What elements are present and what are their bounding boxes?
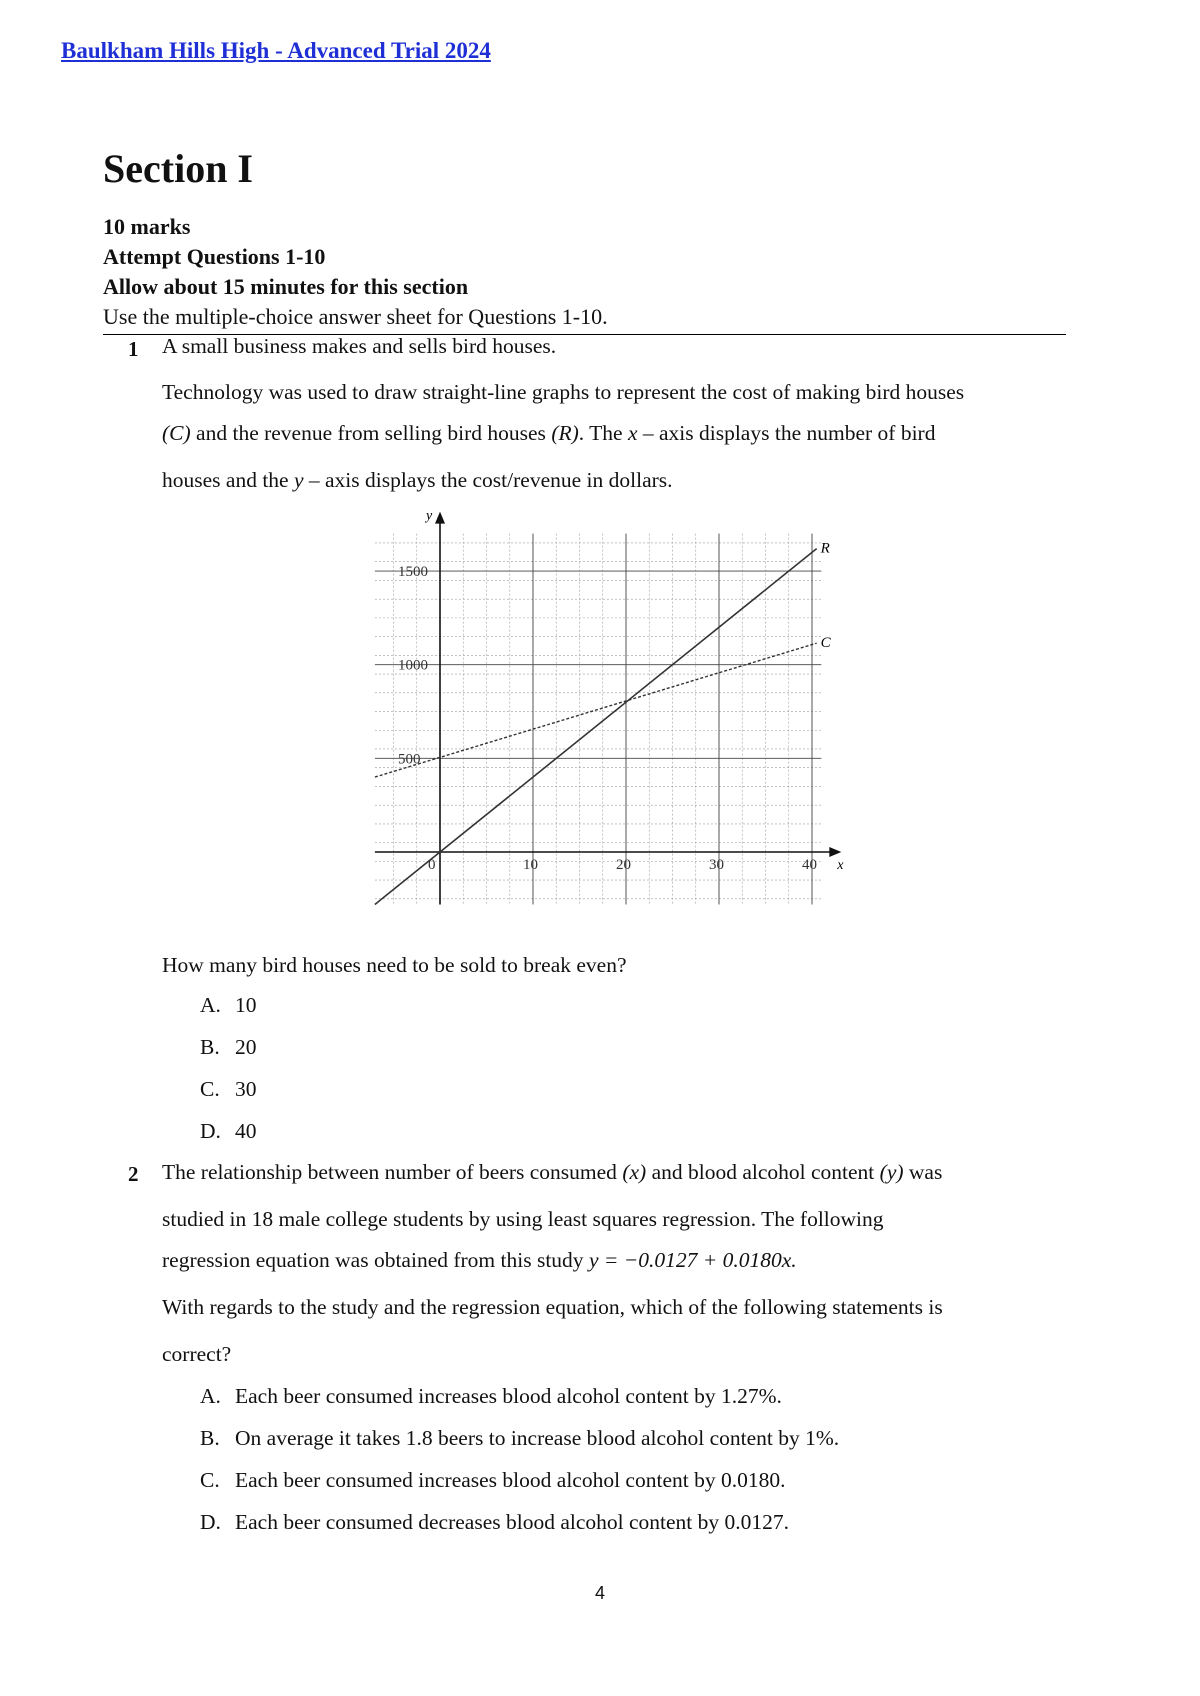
question-1-option-d: D. 40 — [200, 1119, 257, 1143]
y-axis-label: y — [426, 508, 433, 524]
question-2-line2: studied in 18 male college students by using least squares regression. The following — [162, 1207, 884, 1231]
question-2-option-a: A. Each beer consumed increases blood alcohol content by 1.27%. — [200, 1384, 782, 1408]
series-line-c — [375, 643, 817, 777]
question-2-line3: regression equation was obtained from this study y = −0.0127 + 0.0180x. — [162, 1248, 797, 1272]
x-tick-label: 20 — [616, 857, 631, 873]
question-2-prompt-line2: correct? — [162, 1342, 232, 1366]
section-attempt: Attempt Questions 1-10 — [103, 244, 326, 269]
section-instruction: Use the multiple-choice answer sheet for Questions 1-10. — [103, 304, 608, 329]
series-label-r: R — [820, 540, 830, 557]
y-axis-arrow — [435, 512, 445, 524]
question-1-body-line1: Technology was used to draw straight-line graphs to represent the cost of making bird houses — [162, 380, 965, 404]
question-2-option-d: D. Each beer consumed decreases blood alcohol content by 0.0127. — [200, 1510, 790, 1534]
question-2-option-b: B. On average it takes 1.8 beers to increase blood alcohol content by 1%. — [200, 1426, 840, 1450]
x-axis-arrow — [829, 847, 841, 857]
question-2-number: 2 — [128, 1162, 139, 1186]
header-link[interactable]: Baulkham Hills High - Advanced Trial 2024 — [61, 38, 491, 63]
question-1-body-line2: (C) and the revenue from selling bird houses (R). The x – axis displays the number of bird — [162, 421, 936, 445]
series-line-r — [375, 549, 817, 905]
section-title: Section I — [103, 146, 253, 191]
y-tick-label: 1000 — [398, 657, 428, 674]
cost-revenue-chart — [370, 508, 850, 940]
x-tick-label: 0 — [428, 857, 436, 873]
question-2-prompt-line1: With regards to the study and the regression equation, which of the following statements is — [162, 1295, 943, 1319]
y-tick-label: 1500 — [398, 564, 428, 581]
question-1-prompt: How many bird houses need to be sold to break even? — [162, 953, 627, 977]
question-2-body — [162, 1152, 1082, 1375]
question-1-number: 1 — [128, 337, 139, 361]
page-number: 4 — [594, 1583, 605, 1603]
question-1-body-line3: houses and the y – axis displays the cost/revenue in dollars. — [162, 468, 673, 492]
regression-equation: y = −0.0127 + 0.0180x. — [588, 1248, 797, 1272]
question-1-option-a: A. 10 — [200, 993, 257, 1017]
question-2-line1: The relationship between number of beers consumed (x) and blood alcohol content (y) was — [162, 1160, 943, 1184]
question-1-body — [162, 372, 1082, 501]
question-1-option-b: B. 20 — [200, 1035, 257, 1059]
x-tick-label: 30 — [709, 857, 724, 873]
question-2-option-c: C. Each beer consumed increases blood alcohol content by 0.0180. — [200, 1468, 786, 1492]
x-tick-label: 40 — [802, 857, 817, 873]
series-label-c: C — [820, 635, 831, 652]
x-axis-label: x — [837, 858, 844, 873]
question-1-option-c: C. 30 — [200, 1077, 257, 1101]
section-time: Allow about 15 minutes for this section — [103, 274, 469, 299]
question-1-intro: A small business makes and sells bird houses. — [162, 334, 557, 358]
section-marks: 10 marks — [103, 214, 191, 239]
x-tick-label: 10 — [523, 857, 538, 873]
y-tick-label: 500 — [398, 751, 421, 768]
